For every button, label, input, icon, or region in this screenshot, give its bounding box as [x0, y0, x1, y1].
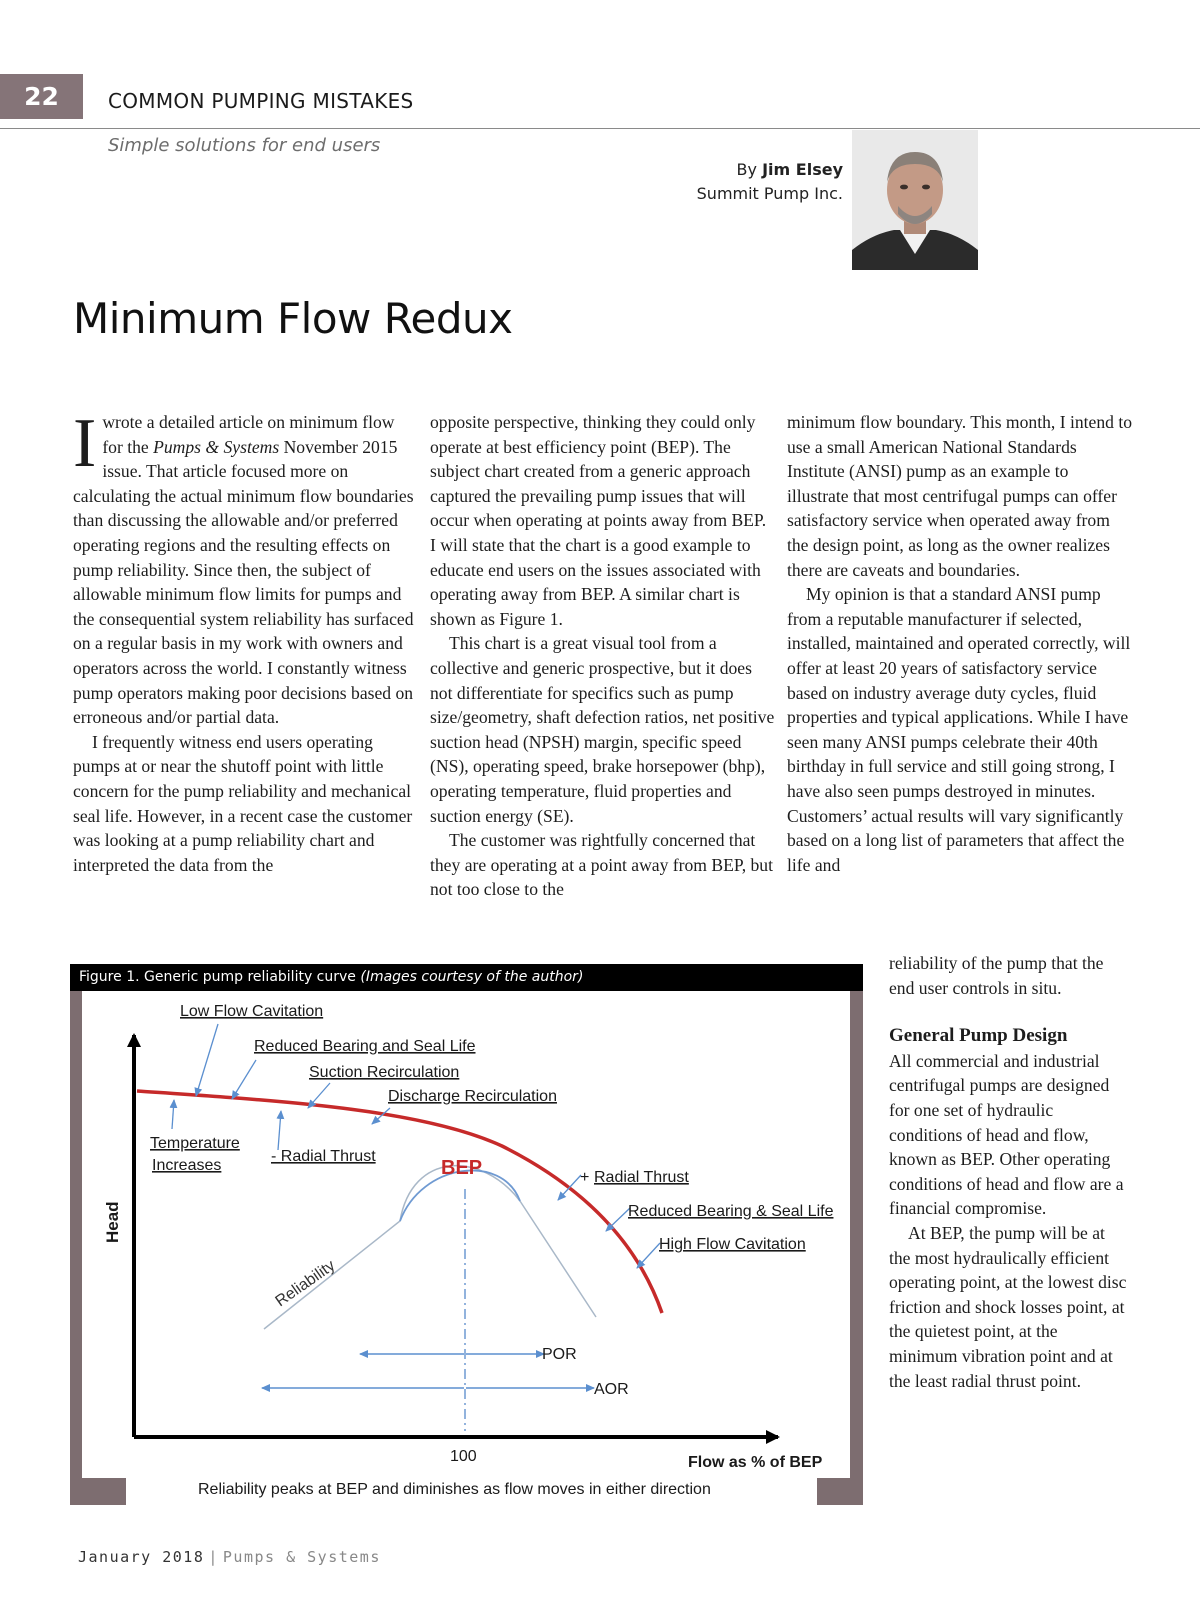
paragraph-1-text-a: wrote a detailed article on minimum flow for the	[102, 412, 395, 457]
figure-caption	[70, 964, 863, 991]
paragraph-1	[73, 405, 418, 730]
column-1	[73, 405, 418, 877]
label-reduced-bearing-right: Reduced Bearing & Seal Life	[628, 1203, 834, 1220]
section-title: COMMON PUMPING MISTAKES	[108, 89, 414, 113]
figure-credit: (Images courtesy of the author)	[360, 969, 584, 985]
label-bep: BEP	[441, 1157, 483, 1179]
author-company: Summit Pump Inc.	[696, 184, 843, 203]
page-footer	[78, 1548, 381, 1566]
reliability-diagram	[82, 991, 850, 1505]
label-low-flow-cavitation: Low Flow Cavitation	[180, 1003, 324, 1020]
label-reliability: Reliability	[272, 1257, 339, 1311]
subheading: General Pump Design	[889, 1025, 1068, 1047]
figure-bottom-caption: Reliability peaks at BEP and diminishes as flow moves in either direction	[198, 1481, 711, 1498]
x-tick-100: 100	[450, 1448, 477, 1465]
column-3	[787, 410, 1132, 877]
head-curve	[137, 1091, 662, 1313]
label-temperature: Temperature	[150, 1135, 240, 1152]
label-radial-thrust-plus: Radial Thrust	[594, 1169, 689, 1186]
label-suction-recirculation: Suction Recirculation	[309, 1064, 460, 1081]
reliability-curve	[264, 1166, 596, 1329]
byline	[697, 158, 843, 206]
label-aor: AOR	[594, 1381, 629, 1398]
footer-magazine: Pumps & Systems	[222, 1548, 381, 1566]
article-title: Minimum Flow Redux	[73, 294, 513, 343]
label-increases: Increases	[152, 1157, 222, 1174]
paragraph-9: At BEP, the pump will be at the most hydraulically efficient operating point, at the lowest disc friction and shock losses point, at the quietest point, at the minimum vibration point and at the least radial thrust point.	[889, 1222, 1127, 1391]
figure-chart-area	[82, 991, 850, 1498]
byline-prefix: By	[736, 160, 757, 179]
paragraph-4: This chart is a great visual tool from a collective and generic prospective, but it does not differentiate for specifics such as pump size/geometry, shaft defection ratios, net positive suction head (NPSH) margin, specific speed (NS), operating speed, brake horsepower (bhp), operating temperature, fluid properties and suction energy (SE).	[430, 633, 775, 826]
paragraph-5: The customer was rightfully concerned that they are operating at a point away from BEP, but not too close to the	[430, 830, 773, 900]
label-discharge-recirculation: Discharge Recirculation	[388, 1088, 557, 1105]
footer-divider: |	[208, 1548, 219, 1566]
figure-caption-text: Figure 1. Generic pump reliability curve	[79, 969, 361, 985]
footer-date: January 2018	[78, 1548, 205, 1566]
drop-cap: I	[73, 405, 97, 482]
paragraph-7: My opinion is that a standard ANSI pump from a reputable manufacturer if selected, installed, maintained and operated correctly, will offer at least 20 years of satisfactory service based on industry average duty cycles, fluid properties and typical applications. While I have seen many ANSI pumps celebrate their 40th birthday in full service and still going strong, I have also seen pumps destroyed in minutes. Customers’ actual results will vary significantly based on a long list of parameters that affect the life and	[787, 584, 1131, 875]
paragraph-1-text-b: November 2015 issue. That article focused more on calculating the actual minimum flow boundaries than discussing the allowable and/or preferred operating regions and the resulting effects on pump reliability. Since then, the subject of allowable minimum flow limits for pumps and the consequential system reliability has surfaced on a regular basis in my work with owners and operators across the world. I constantly witness pump operators making poor decisions based on erroneous and/or partial data.	[73, 436, 414, 728]
figure-frame	[70, 991, 863, 1505]
label-high-flow-cavitation: High Flow Cavitation	[659, 1236, 806, 1253]
label-reduced-bearing-left: Reduced Bearing and Seal Life	[254, 1038, 476, 1055]
page-number: 22	[0, 74, 83, 119]
x-axis-label: Flow as % of BEP	[688, 1454, 823, 1471]
paragraph-8: All commercial and industrial centrifugal pumps are designed for one set of hydraulic conditions of head and flow, known as BEP. Other operating conditions of head and flow are a financial compromise.	[889, 1050, 1124, 1219]
label-radial-thrust-minus: - Radial Thrust	[271, 1148, 376, 1165]
column-3-continued	[889, 951, 1129, 1393]
paragraph-7-continued: reliability of the pump that the end user controls in situ.	[889, 953, 1104, 998]
label-plus-sign: +	[580, 1169, 590, 1186]
magazine-name-italic: Pumps & Systems	[153, 436, 280, 457]
section-subtitle: Simple solutions for end users	[108, 135, 381, 156]
author-photo	[852, 130, 978, 270]
author-name: Jim Elsey	[762, 160, 843, 179]
paragraph-2: I frequently witness end users operating pumps at or near the shutoff point with little concern for the pump reliability and mechanical seal life. However, in a recent case the customer was looking at a pump reliability chart and interpreted the data from the	[73, 731, 413, 875]
paragraph-6: minimum flow boundary. This month, I intend to use a small American National Standards Institute (ANSI) pump as an example to illustrate that most centrifugal pumps can offer satisfactory service when operated away from the design point, as long as the owner realizes there are caveats and boundaries.	[787, 412, 1133, 580]
header-divider	[0, 128, 1200, 129]
column-2	[430, 410, 775, 902]
paragraph-3: opposite perspective, thinking they could only operate at best efficiency point (BEP). The subject chart created from a generic approach captured the prevailing pump issues that will occur when operating at points away from BEP. I will state that the chart is a good example to educate end users on the issues associated with operating away from BEP. A similar chart is shown as Figure 1.	[430, 412, 767, 629]
label-por: POR	[542, 1346, 577, 1363]
label-head: Head	[103, 1201, 122, 1243]
author-portrait-image	[852, 130, 978, 270]
